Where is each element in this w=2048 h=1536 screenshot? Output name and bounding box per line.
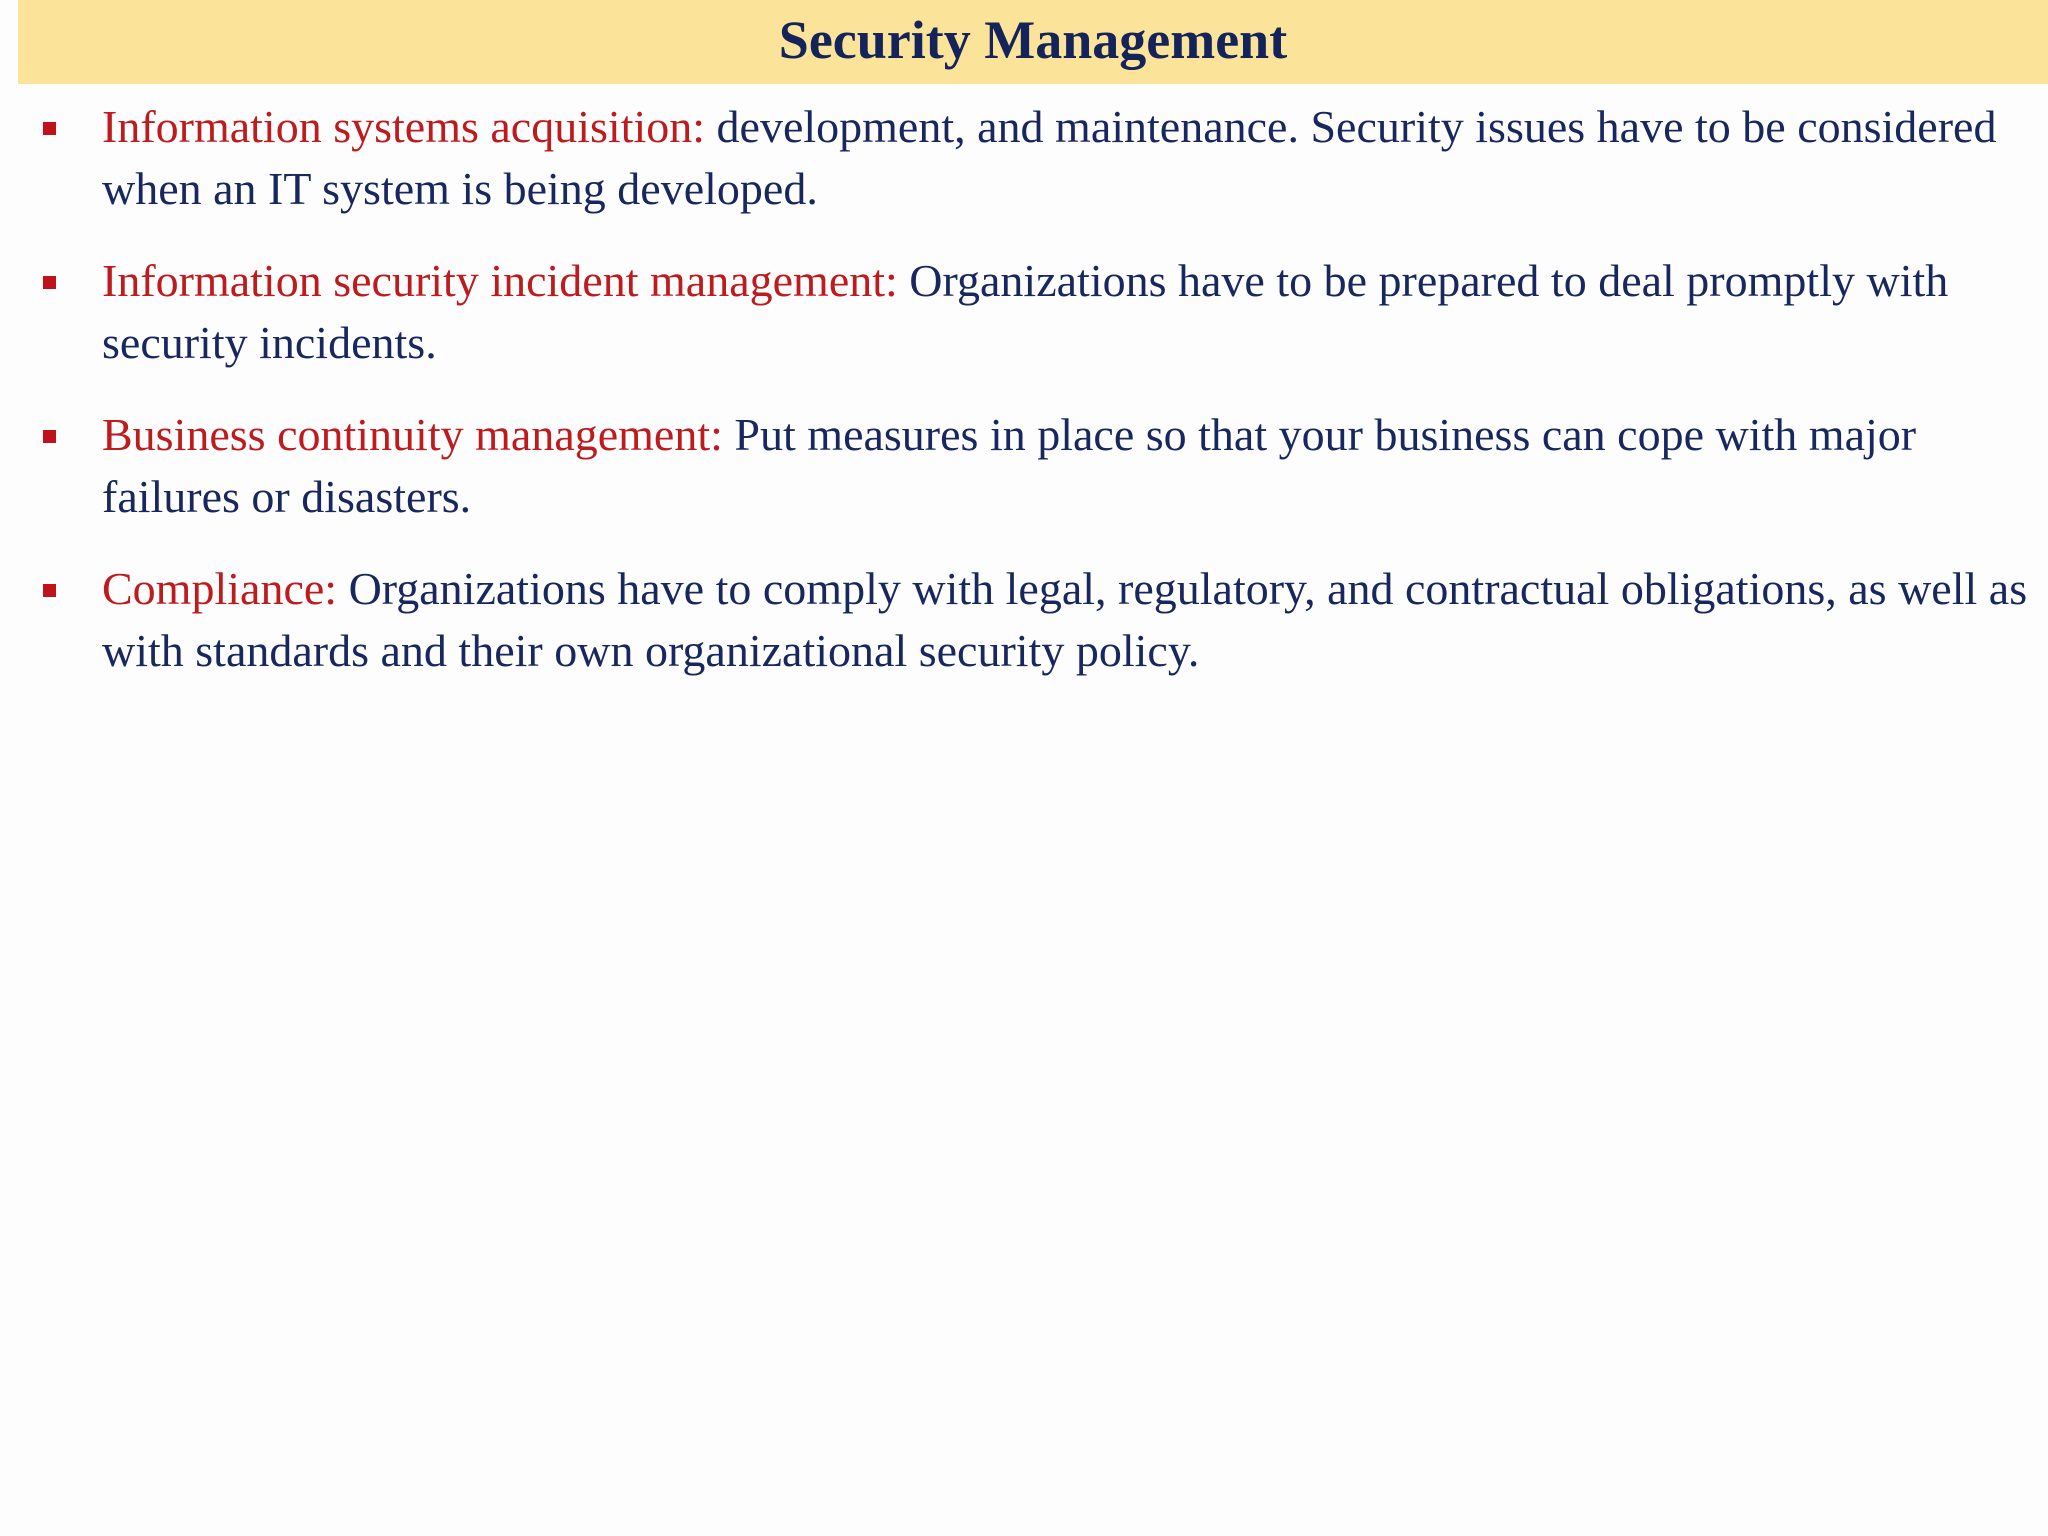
square-bullet-icon	[43, 276, 56, 289]
bullet-lead: Business continuity management:	[102, 409, 723, 460]
title-bar	[18, 0, 2048, 84]
bullet-lead: Compliance:	[102, 563, 338, 614]
square-bullet-icon	[43, 584, 56, 597]
bullet-body: development, and maintenance. Security issues have to be considered when an IT system is being developed.	[102, 101, 1997, 214]
bullet-text	[102, 404, 2042, 528]
bullet-text	[102, 96, 2042, 220]
bullet-text	[102, 250, 2042, 374]
bullet-lead: Information systems acquisition:	[102, 101, 706, 152]
page-title: Security Management	[778, 10, 1288, 70]
square-bullet-icon	[43, 122, 56, 135]
bullet-lead: Information security incident management:	[102, 255, 898, 306]
square-bullet-icon	[43, 430, 56, 443]
bullet-body: Organizations have to comply with legal, regulatory, and contractual obligations, as well as with standards and their own organizational security policy.	[102, 563, 2028, 676]
bullet-body: Organizations have to be prepared to deal promptly with security incidents.	[102, 255, 1949, 368]
bullet-body: Put measures in place so that your business can cope with major failures or disasters.	[102, 409, 1917, 522]
bullet-text	[102, 558, 2042, 682]
